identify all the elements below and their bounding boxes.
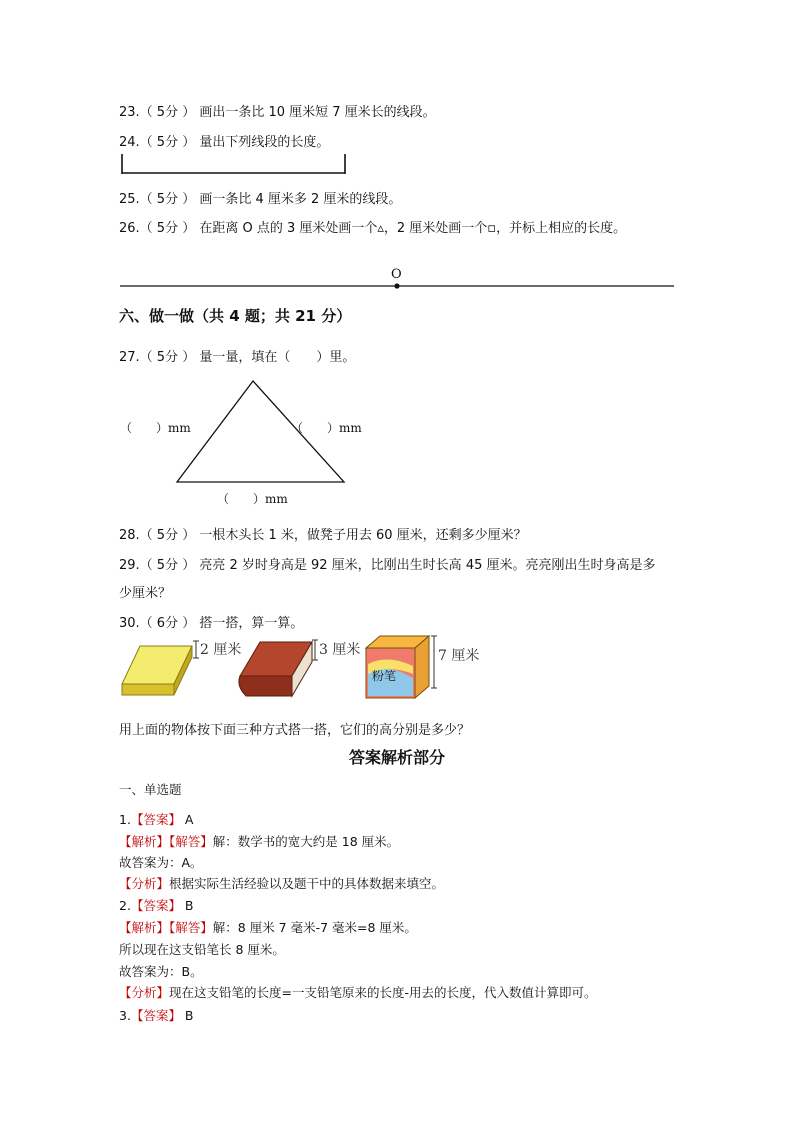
answer-3-line [119,1006,194,1024]
book-height-label: 3 厘米 [319,642,361,658]
answer-1-analysis-tag: 【分析】 [119,876,170,891]
answer-2-line [119,896,194,914]
question-24: 24.（ 5分 ） 量出下列线段的长度。 [119,135,330,150]
answer-1-number: 1. [119,812,131,827]
segment-to-measure [118,152,350,178]
answer-1-explain-tag: 【解析】【解答】 [119,834,213,849]
triangle-bottom-blank: （ ）mm [217,492,288,506]
answer-1-explain-text: 解：数学书的宽大约是 18 厘米。 [212,834,400,849]
question-27: 27.（ 5分 ） 量一量，填在（ ）里。 [119,350,356,365]
answer-2-explain [119,918,417,936]
answers-title: 答案解析部分 [348,748,445,767]
answer-1-analysis [119,874,444,892]
answer-2-analysis-text: 现在这支铅笔的长度=一支铅笔原来的长度-用去的长度，代入数值计算即可。 [169,985,597,1000]
question-26: 26.（ 5分 ） 在距离 O 点的 3 厘米处画一个▵，2 厘米处画一个▫，并标上相应的长度。 [119,221,627,236]
answer-2-explain-tag: 【解析】【解答】 [119,920,213,935]
answers-section-1: 一、单选题 [119,782,182,797]
chalk-box-height-label: 7 厘米 [438,648,480,664]
answer-2-line2: 所以现在这支铅笔长 8 厘米。 [119,942,285,957]
point-o-dot [394,283,399,288]
question-23: 23.（ 5分 ） 画出一条比 10 厘米短 7 厘米长的线段。 [119,105,436,120]
answer-1-tag: 【答案】 [130,812,181,827]
question-29-line1: 29.（ 5分 ） 亮亮 2 岁时身高是 92 厘米，比刚出生时长高 45 厘米。亮亮刚出生时身高是多 [119,558,656,573]
number-line-with-point-o [118,262,678,292]
question-29-line2: 少厘米？ [119,586,172,601]
answer-1-conclusion: 故答案为：A。 [119,855,203,870]
triangle-right-blank: （ ）mm [291,421,362,435]
answer-1-line [119,810,193,828]
answer-1-explain [119,832,399,850]
point-o-label: O [391,267,402,282]
question-30-instruction: 用上面的物体按下面三种方式搭一搭，它们的高分别是多少？ [119,723,471,738]
answer-3-value: B [180,1008,194,1023]
answer-2-analysis [119,983,597,1001]
answer-2-number: 2. [119,898,131,913]
chalk-box-text: 粉笔 [372,669,397,683]
question-28: 28.（ 5分 ） 一根木头长 1 米，做凳子用去 60 厘米，还剩多少厘米？ [119,528,527,543]
answer-3-tag: 【答案】 [130,1008,181,1023]
answer-1-analysis-text: 根据实际生活经验以及题干中的具体数据来填空。 [169,876,445,891]
question-30: 30.（ 6分 ） 搭一搭，算一算。 [119,616,304,631]
section-6-title: 六、做一做（共 4 题；共 21 分） [119,307,352,325]
answer-2-explain-text: 解：8 厘米 7 毫米-7 毫米=8 厘米。 [212,920,417,935]
answer-2-tag: 【答案】 [130,898,181,913]
triangle-left-blank: （ ）mm [120,421,191,435]
answer-3-number: 3. [119,1008,131,1023]
question-25: 25.（ 5分 ） 画一条比 4 厘米多 2 厘米的线段。 [119,192,402,207]
block-height-label: 2 厘米 [200,642,242,658]
answer-2-value: B [180,898,194,913]
answer-2-conclusion: 故答案为：B。 [119,964,203,979]
answer-1-value: A [180,812,194,827]
stacking-objects-illustration [118,634,498,704]
answer-2-analysis-tag: 【分析】 [119,985,170,1000]
